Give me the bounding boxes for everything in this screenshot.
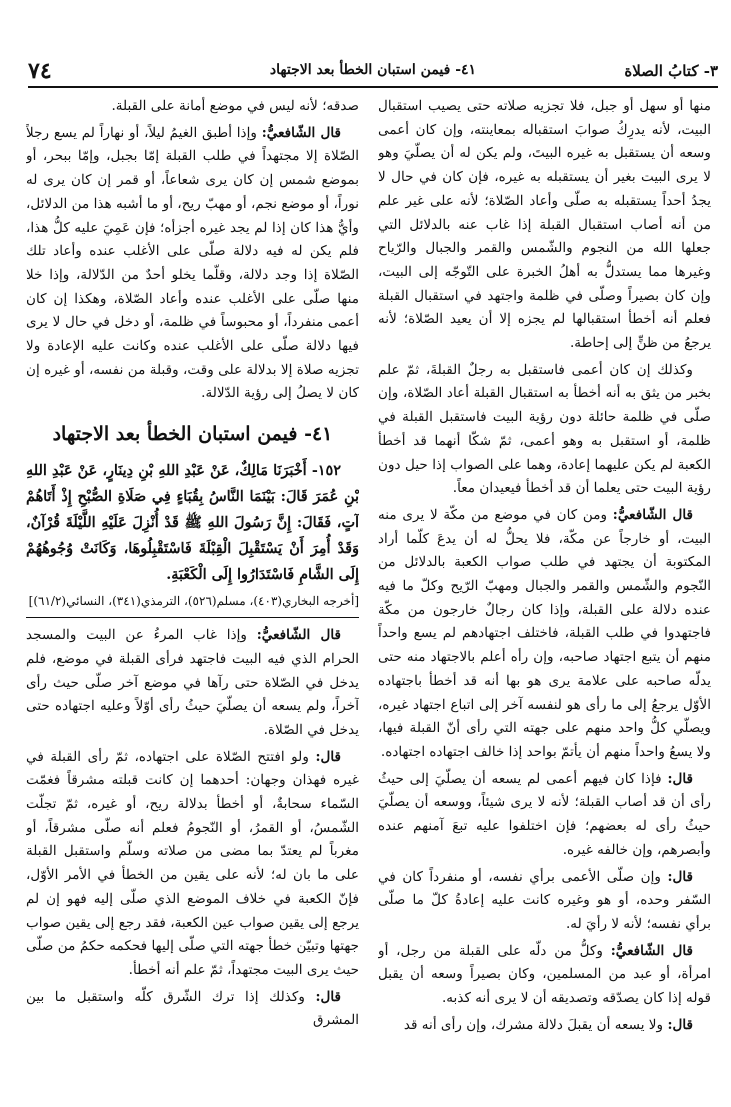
paragraph-text: صدقه؛ لأنه ليس في موضع أمانة على القبلة. xyxy=(111,98,359,114)
paragraph xyxy=(378,940,711,1011)
paragraph xyxy=(378,359,711,501)
paragraph-text: وكذلك إن كان أعمى فاستقبل به رجلٌ القبلةَ، ثمّ علم بخبر من يثق به أنه أخطأ به استقبال القبلة أعاد الصّلاة، وإن صلّى في ظلمة حائلة دون رؤية البيت فاستقبل القبلة في ظلمة، أو استقبل به وهو أعمى، ثمّ شكّا أنهما قد أخطأ الكعبة لم يكن عليهما إعادة، وهما على الصواب إذا حيل دون رؤية البيت حتى يعلما أن قد أخطأ فيعيدان معاً. xyxy=(378,361,711,497)
paragraph-text: وكلُّ من دلّه على القبلة من رجل، أو امرأة، أو عبد من المسلمين، وكان بصيراً وسعه أن يقبل قوله إذا كان يصدّقه وتصديقه أن لا يرى أنه كذبه. xyxy=(378,942,711,1007)
speaker-lead: قال: xyxy=(667,868,693,885)
hadith-reference: [أخرجه البخاري(٤٠٣)، مسلم(٥٢٦)، الترمذي(٣٤١)، النسائي(٦١/٢)] xyxy=(28,594,359,609)
divider xyxy=(26,617,359,618)
page-header xyxy=(28,56,718,88)
paragraph-text: فإذا كان فيهم أعمى لم يسعه أن يصلّيَ إلى حيثُ رأى أن قد أصاب القبلة؛ لأنه لا يرى شيئاً، ووسعه أن يصلّيَ حيثُ رأى له بعضهم؛ فإن اختلفوا عليه تبعَ آمنهم عنده وأبصرهم، وإن خالفه غيره. xyxy=(378,770,711,858)
speaker-lead: قال: xyxy=(315,988,341,1005)
paragraph xyxy=(378,95,711,356)
paragraph xyxy=(26,95,359,119)
hadith-body: أَخْبَرَنَا مَالِكٌ، عَنْ عَبْدِ اللهِ بْنِ دِينَارٍ، عَنْ عَبْدِ اللهِ بْنِ عُمَرَ قَالَ: بَيْنَمَا النَّاسُ بِقُبَاءٍ فِي صَلَاةِ الصُّبْحِ إِذْ أَتَاهُمْ آتٍ، فَقَالَ: إِنَّ رَسُولَ اللهِ ﷺ قَدْ أُنْزِلَ عَلَيْهِ اللَّيْلَةَ قُرْآنٌ، وَقَدْ أُمِرَ أَنْ يَسْتَقْبِلَ الْقِبْلَةَ فَاسْتَقْبِلُوهَا، وَكَانَتْ وُجُوهُهُمْ إِلَى الشَّامِ فَاسْتَدَارُوا إِلَى الْكَعْبَةِ. xyxy=(26,462,359,584)
speaker-lead: قال الشّافعيُّ: xyxy=(612,506,693,523)
paragraph xyxy=(378,768,711,863)
left-column xyxy=(26,95,359,1095)
paragraph-text: ولو افتتح الصّلاة على اجتهاده، ثمّ رأى القبلة في غيره فهذان وجهان: أحدهما إن كانت قبلته مشرقاً فغمّت السّماء سحابةٌ، أو أخطأ بدلالة ريح، أو غيره، ثمّ تجلّت الشّمسُ، أو القمرُ، أو النّجومُ فعلم أنه صلّى مشرقاً، أو مغرباً لم يعتدّ بما مضى من صلاته وسلّم واستقبل القبلة على ما بان له؛ لأنه على يقين من الخطأ في الأمر الأوّل، فإنّ الكعبة في خلاف الموضع الذي صلّى إليه فهو إن لم يرجع إلى يقين صواب عين الكعبة، فقد رجع إلى يقين صواب جهتها وتبيّن خطأ جهته التي صلّى إليها فحكمه حكمُ من صلّى حيث يرى البيت مجتهداً، ثمّ علم أنه أخطأ. xyxy=(26,748,359,978)
speaker-lead: قال الشّافعيُّ: xyxy=(261,124,341,141)
chapter-title: ٤١- فيمن استبان الخطأ بعد الاجتهاد xyxy=(269,62,477,78)
paragraph-text: ومن كان في موضع من مكّة لا يرى منه البيت، أو خارجاً عن مكّة، فلا يحلُّ له أن يدعَ كلّما أراد المكتوبة أن يجتهد في طلب صواب الكعبة بالدلائل من النّجوم والشّمس والقمر والجبال ومهبّ الرّيح وكلّ ما فيه عنده دلالة على القبلة، وإذا كان رجالٌ خارجون من مكّة فاجتهدوا في طلب القبلة، فاختلف اجتهادهم لم يسع واحداً منهم أن يتبع اجتهاد صاحبه، وإن رأه أعلم بالاجتهاد منه حتى يدلّه صاحبه على علامة يرى هو بها أنه قد أخطأ باجتهاده الأوّل يرجعُ إلى ما رأى هو لنفسه آخر إلى اتباع اجتهاد غيره، ويصلّي كلُّ واحد منهم على جهته التي رأى أنّ القبلة فيها، ولا يسعُ واحداً منهم أن يأتمّ بواحد إذا خالف اجتهاده اجتهاده. xyxy=(378,506,711,760)
paragraph-text: منها أو سهل أو جبل، فلا تجزيه صلاته حتى يصيب استقبال البيت، لأنه يدرِكُ صوابَ استقباله بمعاينته، وإن كان أعمى وسعه أن يستقبل به غيره البيتَ، ولم يكن له أن يصلّيَ وهو لا يرى البيت بغير أن يستقبله به غيره، فإن كان في حال لا يجدُ أحداً يستقبله به صلّى وأعاد الصّلاة؛ لأنه على غير علم من أنه أصاب استقبال القبلة إذا غاب عنه بالدلائل التي جعلها الله من النجوم والشّمس والقمر والجبال والرّياح وغيرها مما يستدلُّ به أهلُ الخبرة على التّوجّه إلى البيت، وإن كان بصيراً وصلّى في ظلمة واجتهد في استقبال القبلة فعلم أنه أخطأ استقبالها لم يجزه إلا أن يعيد الصّلاة؛ لأنه يرجعُ من ظنٍّ إلى إحاطة. xyxy=(378,98,711,352)
paragraph xyxy=(26,986,359,1033)
paragraph-text: ولا يسعه أن يقبلَ دلالة مشرك، وإن رأى أنه قد xyxy=(403,1016,664,1033)
paragraph xyxy=(378,866,711,937)
paragraph xyxy=(378,1014,711,1038)
hadith-text xyxy=(26,458,359,588)
right-column xyxy=(378,95,711,1095)
paragraph-text: وإن صلّى الأعمى برأي نفسه، أو منفرداً كان في السّفر وحده، أو هو وغيره كانت عليه إعادةُ كلّ ما صلّى برأي نفسه؛ لأنه لا رأيَ له. xyxy=(378,868,711,932)
speaker-lead: قال: xyxy=(315,748,341,765)
book-title: ٣- كتابُ الصلاة xyxy=(624,62,718,80)
hadith-number: ١٥٢- xyxy=(311,462,341,480)
paragraph-text: وإذا أطبق الغيمُ ليلاً، أو نهاراً لم يسع رجلاً الصّلاة إلا مجتهداً في طلب القبلة إمّا بجبل، وإمّا ببحر، أو بموضع شمس إن كان يرى شعاعاً، أو قمر إن كان يرى له نوراً، أو موضع نجم، أو مهبّ ريح، أو ما أشبه هذا من الدلائل، وأيُّ هذا كان إذا لم يجد غيره أجزأه؛ فإن عَمِيَ عليه كلُّ هذا، فلم يكن له فيه دلالة صلّى على الأغلب عنده وأعاد تلك الصّلاة إذا وجد دلالة، وقلّما يخلو أحدٌ من الدّلالة، وإذا خلا منها صلّى على الأغلب عنده وأعاد الصّلاة، وهكذا إن كان أعمى منفرداً، أو محبوساً في ظلمة، أو دخل في حال لا يرى فيها دلالة صلّى على الأغلب عنده وكانت عليه الإعادة ولا تجزيه صلاة إلا بدلالة على وقت، وقبلة من نفسه، أو غيره إن كان لا يصلُ إلى رؤية الدّلالة. xyxy=(26,124,359,402)
speaker-lead: قال: xyxy=(667,770,694,787)
paragraph xyxy=(26,122,359,406)
page-number: ٧٤ xyxy=(28,58,52,84)
paragraph xyxy=(378,504,711,765)
speaker-lead: قال الشّافعيُّ: xyxy=(610,942,694,959)
speaker-lead: قال الشّافعيُّ: xyxy=(256,627,342,644)
paragraph xyxy=(26,624,359,743)
paragraph-text: وإذا غاب المرءُ عن البيت والمسجد الحرام الذي فيه البيت فاجتهد فرأى القبلة في موضع، فلم يدخل في الصّلاة حتى رآها في موضع آخر صلّى حيث رأى آخراً، ولم يسعه أن يصلّيَ حيثُ رأى أوّلاً وعليه اجتهاده حتى يدخل في الصّلاة. xyxy=(26,627,359,738)
paragraph-text: وكذلك إذا ترك الشّرق كلّه واستقبل ما بين المشرق xyxy=(26,988,359,1029)
paragraph xyxy=(26,746,359,983)
speaker-lead: قال: xyxy=(667,1016,693,1033)
section-heading: ٤١- فيمن استبان الخطأ بعد الاجتهاد xyxy=(52,423,333,446)
